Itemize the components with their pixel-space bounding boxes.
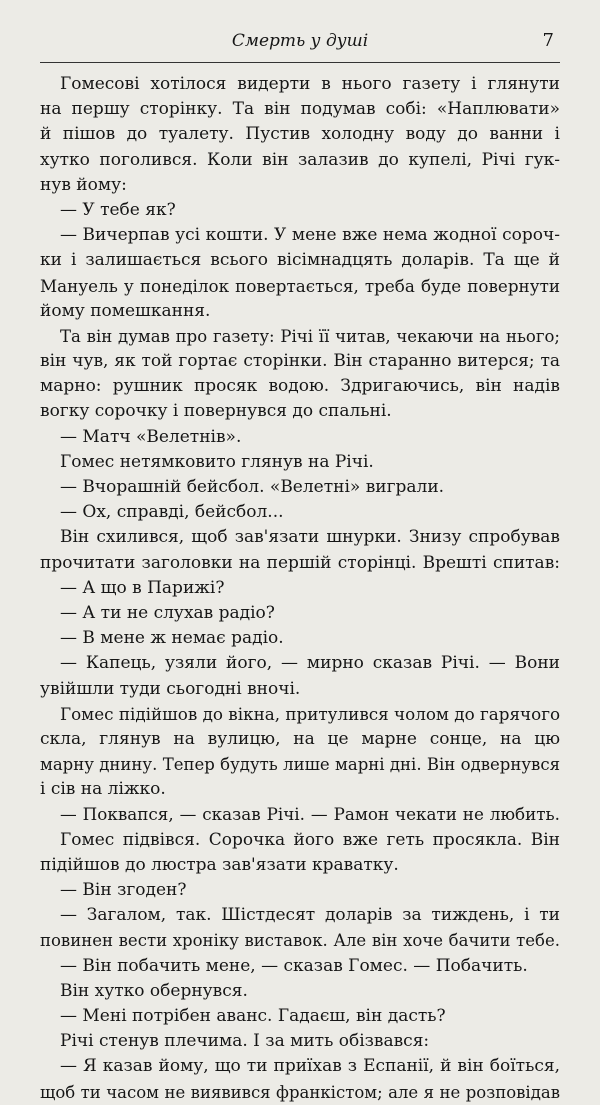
text-line: вогку сорочку і повернувся до спальні.: [40, 401, 392, 422]
text-line: — А що в Парижі?: [60, 577, 225, 598]
text-line: — Вчорашній бейсбол. «Велетні» виграли.: [60, 477, 445, 497]
text-line: — Загалом, так. Шістдесят доларів за тиждень, і ти: [60, 905, 560, 926]
page-header: [40, 28, 560, 63]
text-line: Він хутко обернувся.: [60, 980, 248, 1001]
text-line: увійшли туди сьогодні вночі.: [40, 678, 301, 699]
text-line: й пішов до туалету. Пустив холодну воду до ванни і: [40, 124, 560, 145]
text-line: марно: рушник просяк водою. Здригаючись, він надів: [40, 376, 560, 397]
page-number: 7: [542, 30, 554, 51]
text-line: Та він думав про газету: Річі її читав, чекаючи на нього;: [60, 326, 560, 346]
text-line: — Мені потрібен аванс. Гадаєш, він дасть?: [60, 1005, 446, 1026]
text-line: і сів на ліжко.: [40, 779, 166, 800]
text-line: — У тебе як?: [60, 199, 176, 220]
text-line: Гомесові хотілося видерти в нього газету і глянути: [60, 74, 560, 94]
text-line: — Ох, справді, бейсбол...: [60, 502, 284, 523]
text-line: Гомес підійшов до вікна, притулився чолом до гарячого: [60, 703, 561, 724]
text-line: — А ти не слухав радіо?: [60, 602, 275, 623]
text-line: повинен вести хроніку виставок. Але він хоче бачити тебе.: [40, 931, 560, 951]
text-line: хутко поголився. Коли він залазив до купелі, Річі гук-: [40, 149, 560, 170]
text-line: — В мене ж немає радіо.: [60, 628, 284, 649]
text-line: — Матч «Велетнів».: [60, 426, 242, 447]
text-line: він чув, як той гортає сторінки. Він старанно витерся; та: [40, 351, 560, 372]
text-line: Річі стенув плечима. І за мить обізвався:: [60, 1031, 430, 1052]
running-title: Смерть у душі: [231, 31, 369, 51]
text-line: — Капець, узяли його, — мирно сказав Річі. — Вони: [60, 653, 560, 674]
text-line: Він схилився, щоб зав'язати шнурки. Знизу спробував: [60, 527, 560, 548]
text-line: — Він згоден?: [60, 880, 187, 900]
text-line: Гомес нетямковито глянув на Річі.: [60, 451, 374, 472]
text-line: Гомес підвівся. Сорочка його вже геть просякла. Він: [60, 829, 560, 850]
text-line: щоб ти часом не виявився франкістом; але я не розповідав: [40, 1082, 560, 1102]
text-line: скла, глянув на вулицю, на це марне сонце, на цю: [40, 728, 560, 749]
text-line: підійшов до люстра зав'язати краватку.: [40, 854, 399, 875]
text-line: прочитати заголовки на першій сторінці. Врешті спитав:: [40, 552, 560, 573]
text-line: Мануель у понеділок повертається, треба буде повернути: [40, 275, 560, 296]
text-line: йому помешкання.: [40, 300, 211, 321]
text-line: — Поквапся, — сказав Річі. — Рамон чекати не любить.: [60, 804, 560, 825]
text-line: на першу сторінку. Та він подумав собі: «Наплювати»: [40, 99, 560, 120]
text-line: марну днину. Тепер будуть лише марні дні. Він одвернувся: [40, 755, 560, 775]
text-line: — Я казав йому, що ти приїхав з Еспанії, й він боїться,: [60, 1056, 560, 1077]
body-text: [40, 72, 560, 1105]
text-line: ки і залишається всього вісімнадцять доларів. Та ще й: [40, 250, 560, 271]
text-line: нув йому:: [40, 174, 127, 195]
text-line: — Він побачить мене, — сказав Гомес. — Побачить.: [60, 955, 528, 976]
text-line: — Вичерпав усі кошти. У мене вже нема жодної сороч-: [60, 225, 560, 246]
